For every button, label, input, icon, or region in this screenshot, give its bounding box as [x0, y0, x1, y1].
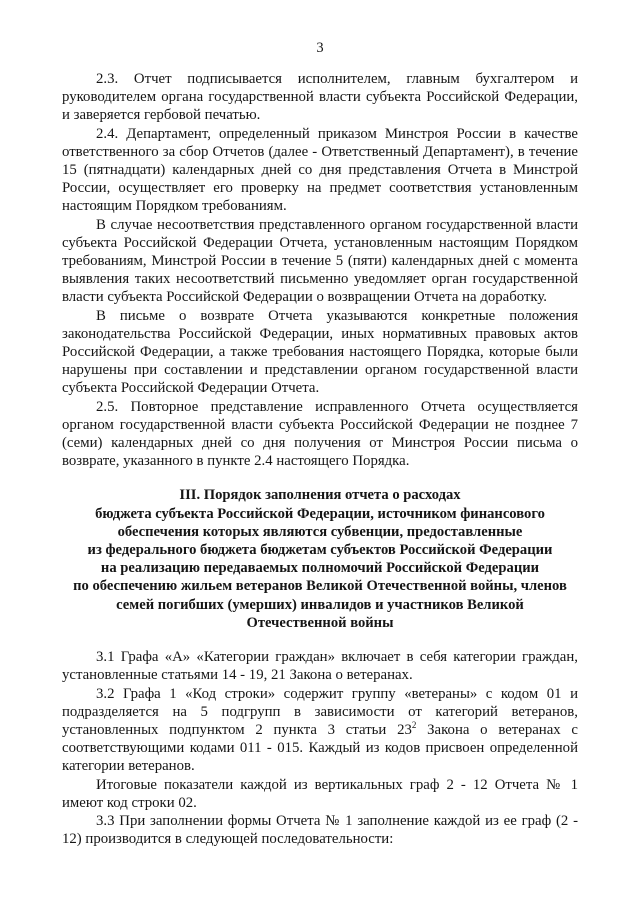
section-3-heading: [62, 486, 578, 632]
paragraph-2-4: 2.4. Департамент, определенный приказом Минстроя России в качестве ответственного за сбор Отчетов (далее - Ответственный Департамент), в течение 15 (пятнадцати) календарных дней со дня представления Отчета в Минстрой России, осуществляет его проверку на предмет соответствия установленным настоящим Порядком требованиям.: [62, 125, 578, 215]
paragraph-return-letter: В письме о возврате Отчета указываются конкретные положения законодательства Российской Федерации, иных нормативных правовых актов Российской Федерации, а также требования настоящего Порядка, которые были нарушены при составлении и представлении органом государственной власти субъекта Российской Федерации Отчета.: [62, 307, 578, 397]
paragraph-nonconformity: В случае несоответствия представленного органом государственной власти субъекта Российской Федерации Отчета, установленным настоящим Порядком требованиям, Минстрой России в течение 5 (пяти) календарных дней с момента выявления таких несоответствий письменно уведомляет орган государственной власти субъекта Российской Федерации о возвращении Отчета на доработку.: [62, 216, 578, 306]
paragraph-2-3: 2.3. Отчет подписывается исполнителем, главным бухгалтером и руководителем органа государственной власти субъекта Российской Федерации, и заверяется гербовой печатью.: [62, 71, 578, 124]
heading-line: по обеспечению жильем ветеранов Великой Отечественной войны, членов: [73, 578, 567, 595]
paragraph-totals: Итоговые показатели каждой из вертикальных граф 2 - 12 Отчета № 1 имеют код строки 02.: [62, 776, 578, 811]
paragraph-3-3: 3.3 При заполнении формы Отчета № 1 заполнение каждой из ее граф (2 - 12) производится в следующей последовательности:: [62, 812, 578, 848]
heading-line: обеспечения которых являются субвенции, предоставленные: [117, 523, 523, 540]
heading-line: из федерального бюджета бюджетам субъектов Российской Федерации: [87, 542, 553, 559]
paragraph-2-5: 2.5. Повторное представление исправленного Отчета осуществляется органом государственной власти субъекта Российской Федерации не позднее 7 (семи) календарных дней со дня получения от Минстроя России письма о возврате, указанного в пункте 2.4 настоящего Порядка.: [62, 398, 578, 470]
heading-line: на реализацию передаваемых полномочий Российской Федерации: [100, 560, 540, 577]
paragraph-3-2: [62, 685, 578, 776]
heading-line: семей погибших (умерших) инвалидов и участников Великой: [116, 596, 524, 613]
heading-line: бюджета субъекта Российской Федерации, источником финансового: [95, 505, 545, 522]
page-number: 3: [316, 40, 324, 56]
document-body: [62, 70, 578, 848]
heading-line: Отечественной войны: [246, 614, 394, 631]
paragraph-3-2-text: 3.2 Графа 1 «Код строки» содержит группу «ветераны» с кодом 01 и подразделяется на 5 подгрупп в зависимости от категорий ветеранов, установленных подпунктом 2 пункта 3 статьи 23: [62, 685, 578, 738]
heading-line: III. Порядок заполнения отчета о расходах: [179, 487, 461, 504]
paragraph-3-2-text-cont: Закона о ветеранах с соответствующими кодами 011 - 015. Каждый из кодов присвоен определенной категории ветеранов.: [62, 721, 578, 775]
paragraph-3-1: 3.1 Графа «А» «Категории граждан» включает в себя категории граждан, установленные статьями 14 - 19, 21 Закона о ветеранах.: [62, 649, 578, 684]
superscript: 2: [411, 719, 417, 730]
